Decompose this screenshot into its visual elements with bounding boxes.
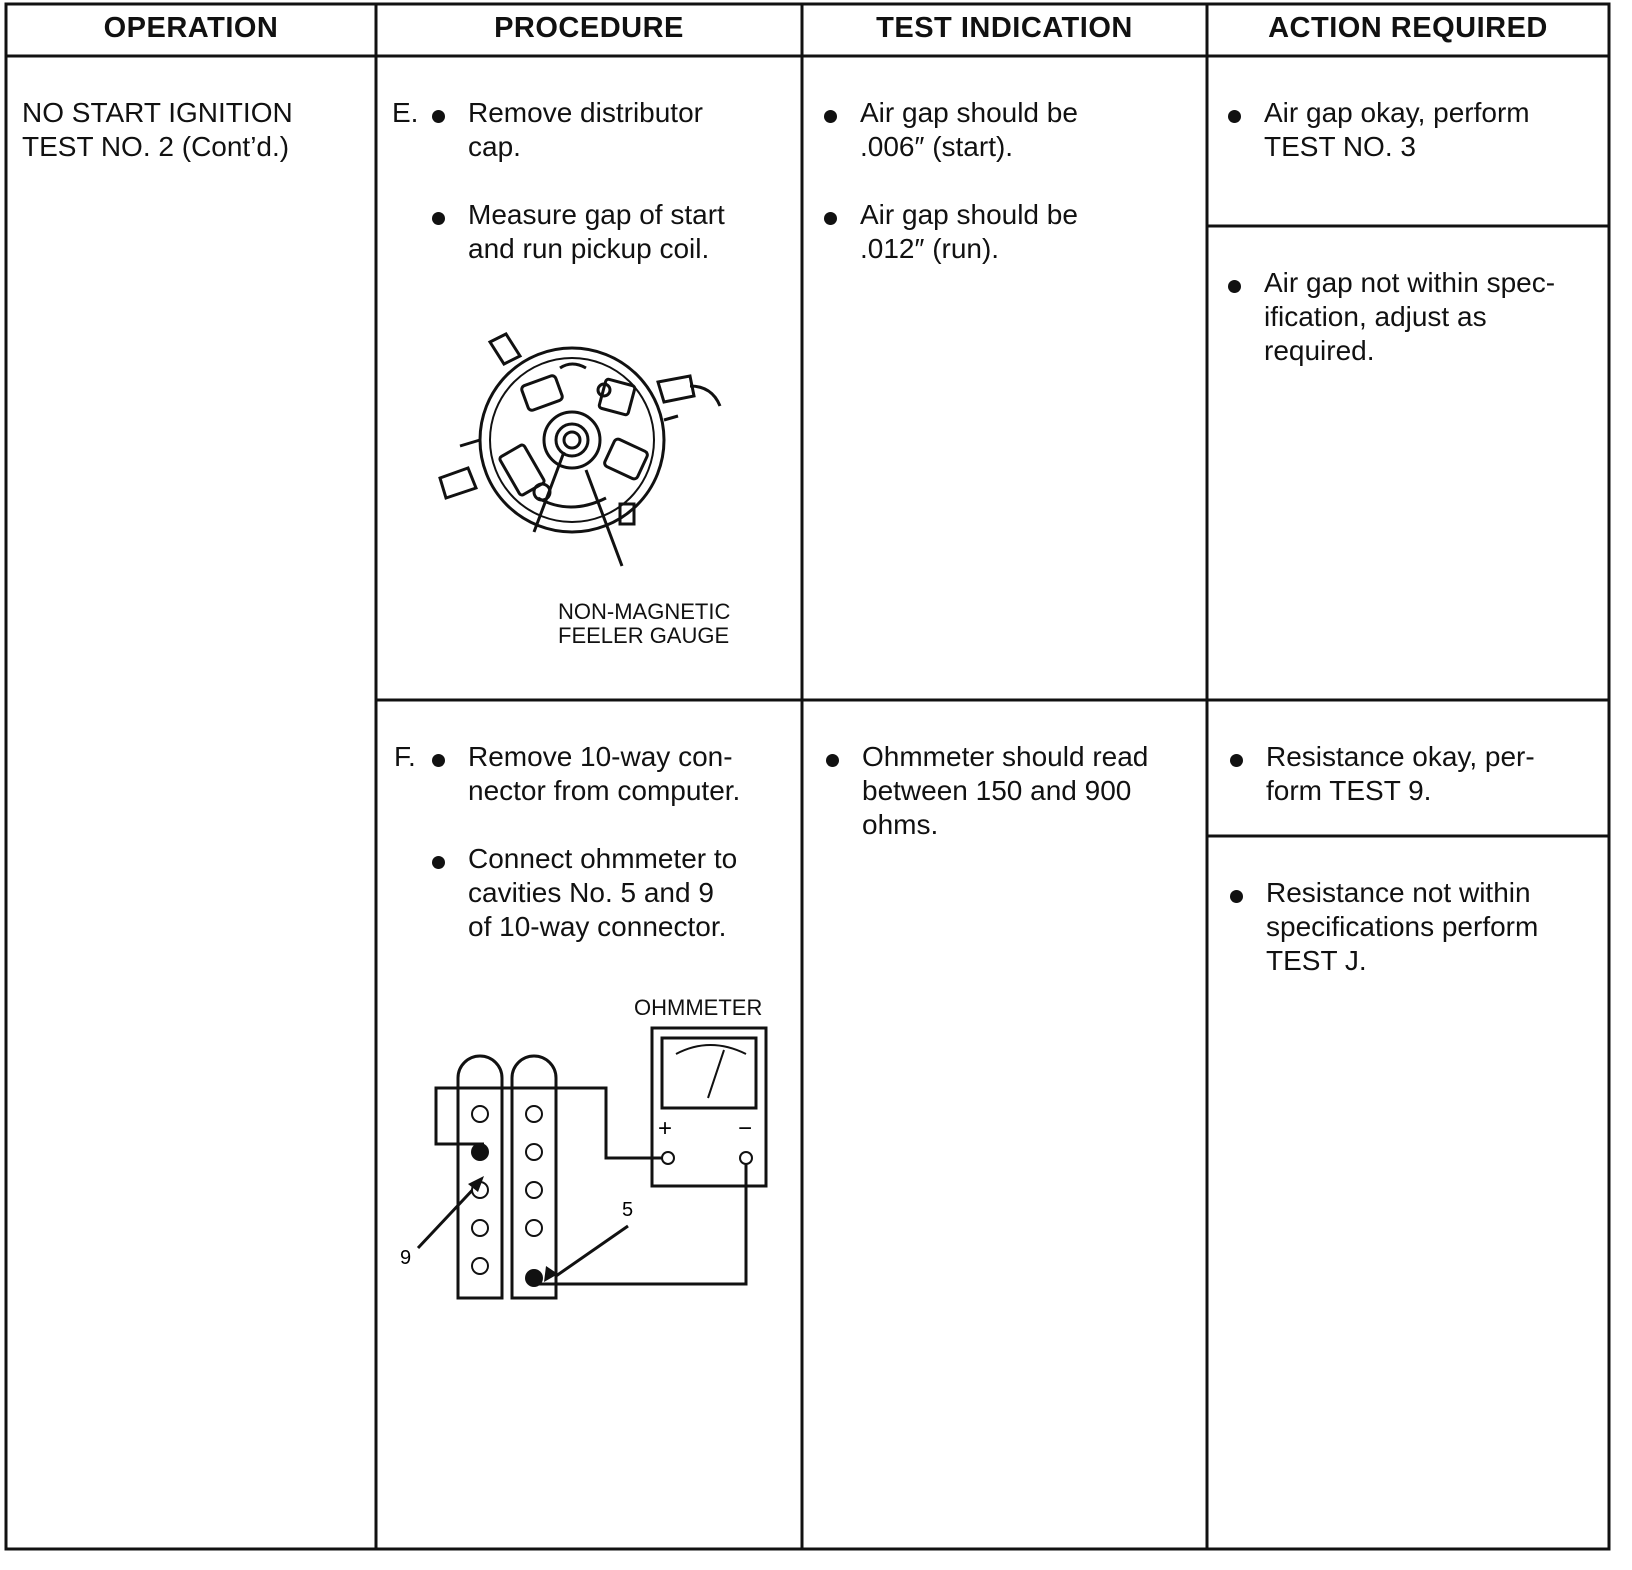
step-f-act2-line2: specifications perform — [1266, 911, 1539, 942]
bullet-icon — [432, 856, 445, 869]
distributor-illustration — [420, 320, 740, 600]
step-f-proc2-line2: cavities No. 5 and 9 — [468, 877, 714, 908]
header-action-required: ACTION REQUIRED — [1268, 11, 1548, 44]
header-test-indication: TEST INDICATION — [876, 11, 1133, 44]
step-e-ind1-line2: .006″ (start). — [860, 131, 1014, 162]
step-e-act2-line1: Air gap not within spec- — [1264, 267, 1556, 298]
step-f-proc2-line1: Connect ohmmeter to — [468, 843, 738, 874]
bullet-icon — [432, 754, 445, 767]
bullet-icon — [1228, 280, 1241, 293]
step-e-proc1-line2: cap. — [468, 131, 521, 162]
step-f-ind1-line2: between 150 and 900 — [862, 775, 1132, 806]
feeler-gauge-label-line1: NON-MAGNETIC — [558, 599, 731, 624]
step-e-ind1-line1: Air gap should be — [860, 97, 1078, 128]
step-f-proc1-line1: Remove 10-way con- — [468, 741, 733, 772]
step-e-act1-line1: Air gap okay, perform — [1264, 97, 1530, 128]
bullet-icon — [1230, 754, 1243, 767]
bullet-icon — [1230, 890, 1243, 903]
step-f-act1-line1: Resistance okay, per- — [1266, 741, 1535, 772]
operation-title-line1: NO START IGNITION — [22, 97, 293, 128]
step-f-ind1-line3: ohms. — [862, 809, 939, 840]
ohmmeter-label: OHMMETER — [634, 995, 763, 1020]
bullet-icon — [826, 754, 839, 767]
step-e-act2-line3: required. — [1264, 335, 1375, 366]
step-f-ind1-line1: Ohmmeter should read — [862, 741, 1149, 772]
step-f-act2-line1: Resistance not within — [1266, 877, 1531, 908]
ohmmeter-connector-diagram — [400, 1020, 790, 1320]
bullet-icon — [432, 212, 445, 225]
pin-label-5: 5 — [622, 1199, 634, 1221]
cavity-5-pin — [525, 1269, 543, 1287]
header-procedure: PROCEDURE — [494, 11, 684, 44]
step-f-act1-line2: form TEST 9. — [1266, 775, 1432, 806]
bullet-icon — [824, 110, 837, 123]
step-e-ind2-line2: .012″ (run). — [860, 233, 1000, 264]
step-e-proc1-line1: Remove distributor — [468, 97, 703, 128]
step-f-letter: F. — [394, 741, 416, 772]
pin-label-9: 9 — [400, 1247, 412, 1269]
step-f-proc1-line2: nector from computer. — [468, 775, 741, 806]
ohmmeter-plus: + — [658, 1115, 673, 1142]
bullet-icon — [824, 212, 837, 225]
step-e-act1-line2: TEST NO. 3 — [1264, 131, 1416, 162]
bullet-icon — [432, 110, 445, 123]
bullet-icon — [1228, 110, 1241, 123]
step-e-proc2-line1: Measure gap of start — [468, 199, 725, 230]
step-f-proc2-line3: of 10-way connector. — [468, 911, 727, 942]
feeler-gauge-label-line2: FEELER GAUGE — [558, 623, 730, 648]
cavity-9-pin — [471, 1143, 489, 1161]
header-operation: OPERATION — [103, 11, 279, 44]
step-e-letter: E. — [392, 97, 419, 128]
step-f-act2-line3: TEST J. — [1266, 945, 1367, 976]
step-e-ind2-line1: Air gap should be — [860, 199, 1078, 230]
ohmmeter-minus: − — [738, 1115, 753, 1142]
step-e-proc2-line2: and run pickup coil. — [468, 233, 710, 264]
operation-title-line2: TEST NO. 2 (Cont’d.) — [22, 131, 290, 162]
step-e-act2-line2: ification, adjust as — [1264, 301, 1487, 332]
